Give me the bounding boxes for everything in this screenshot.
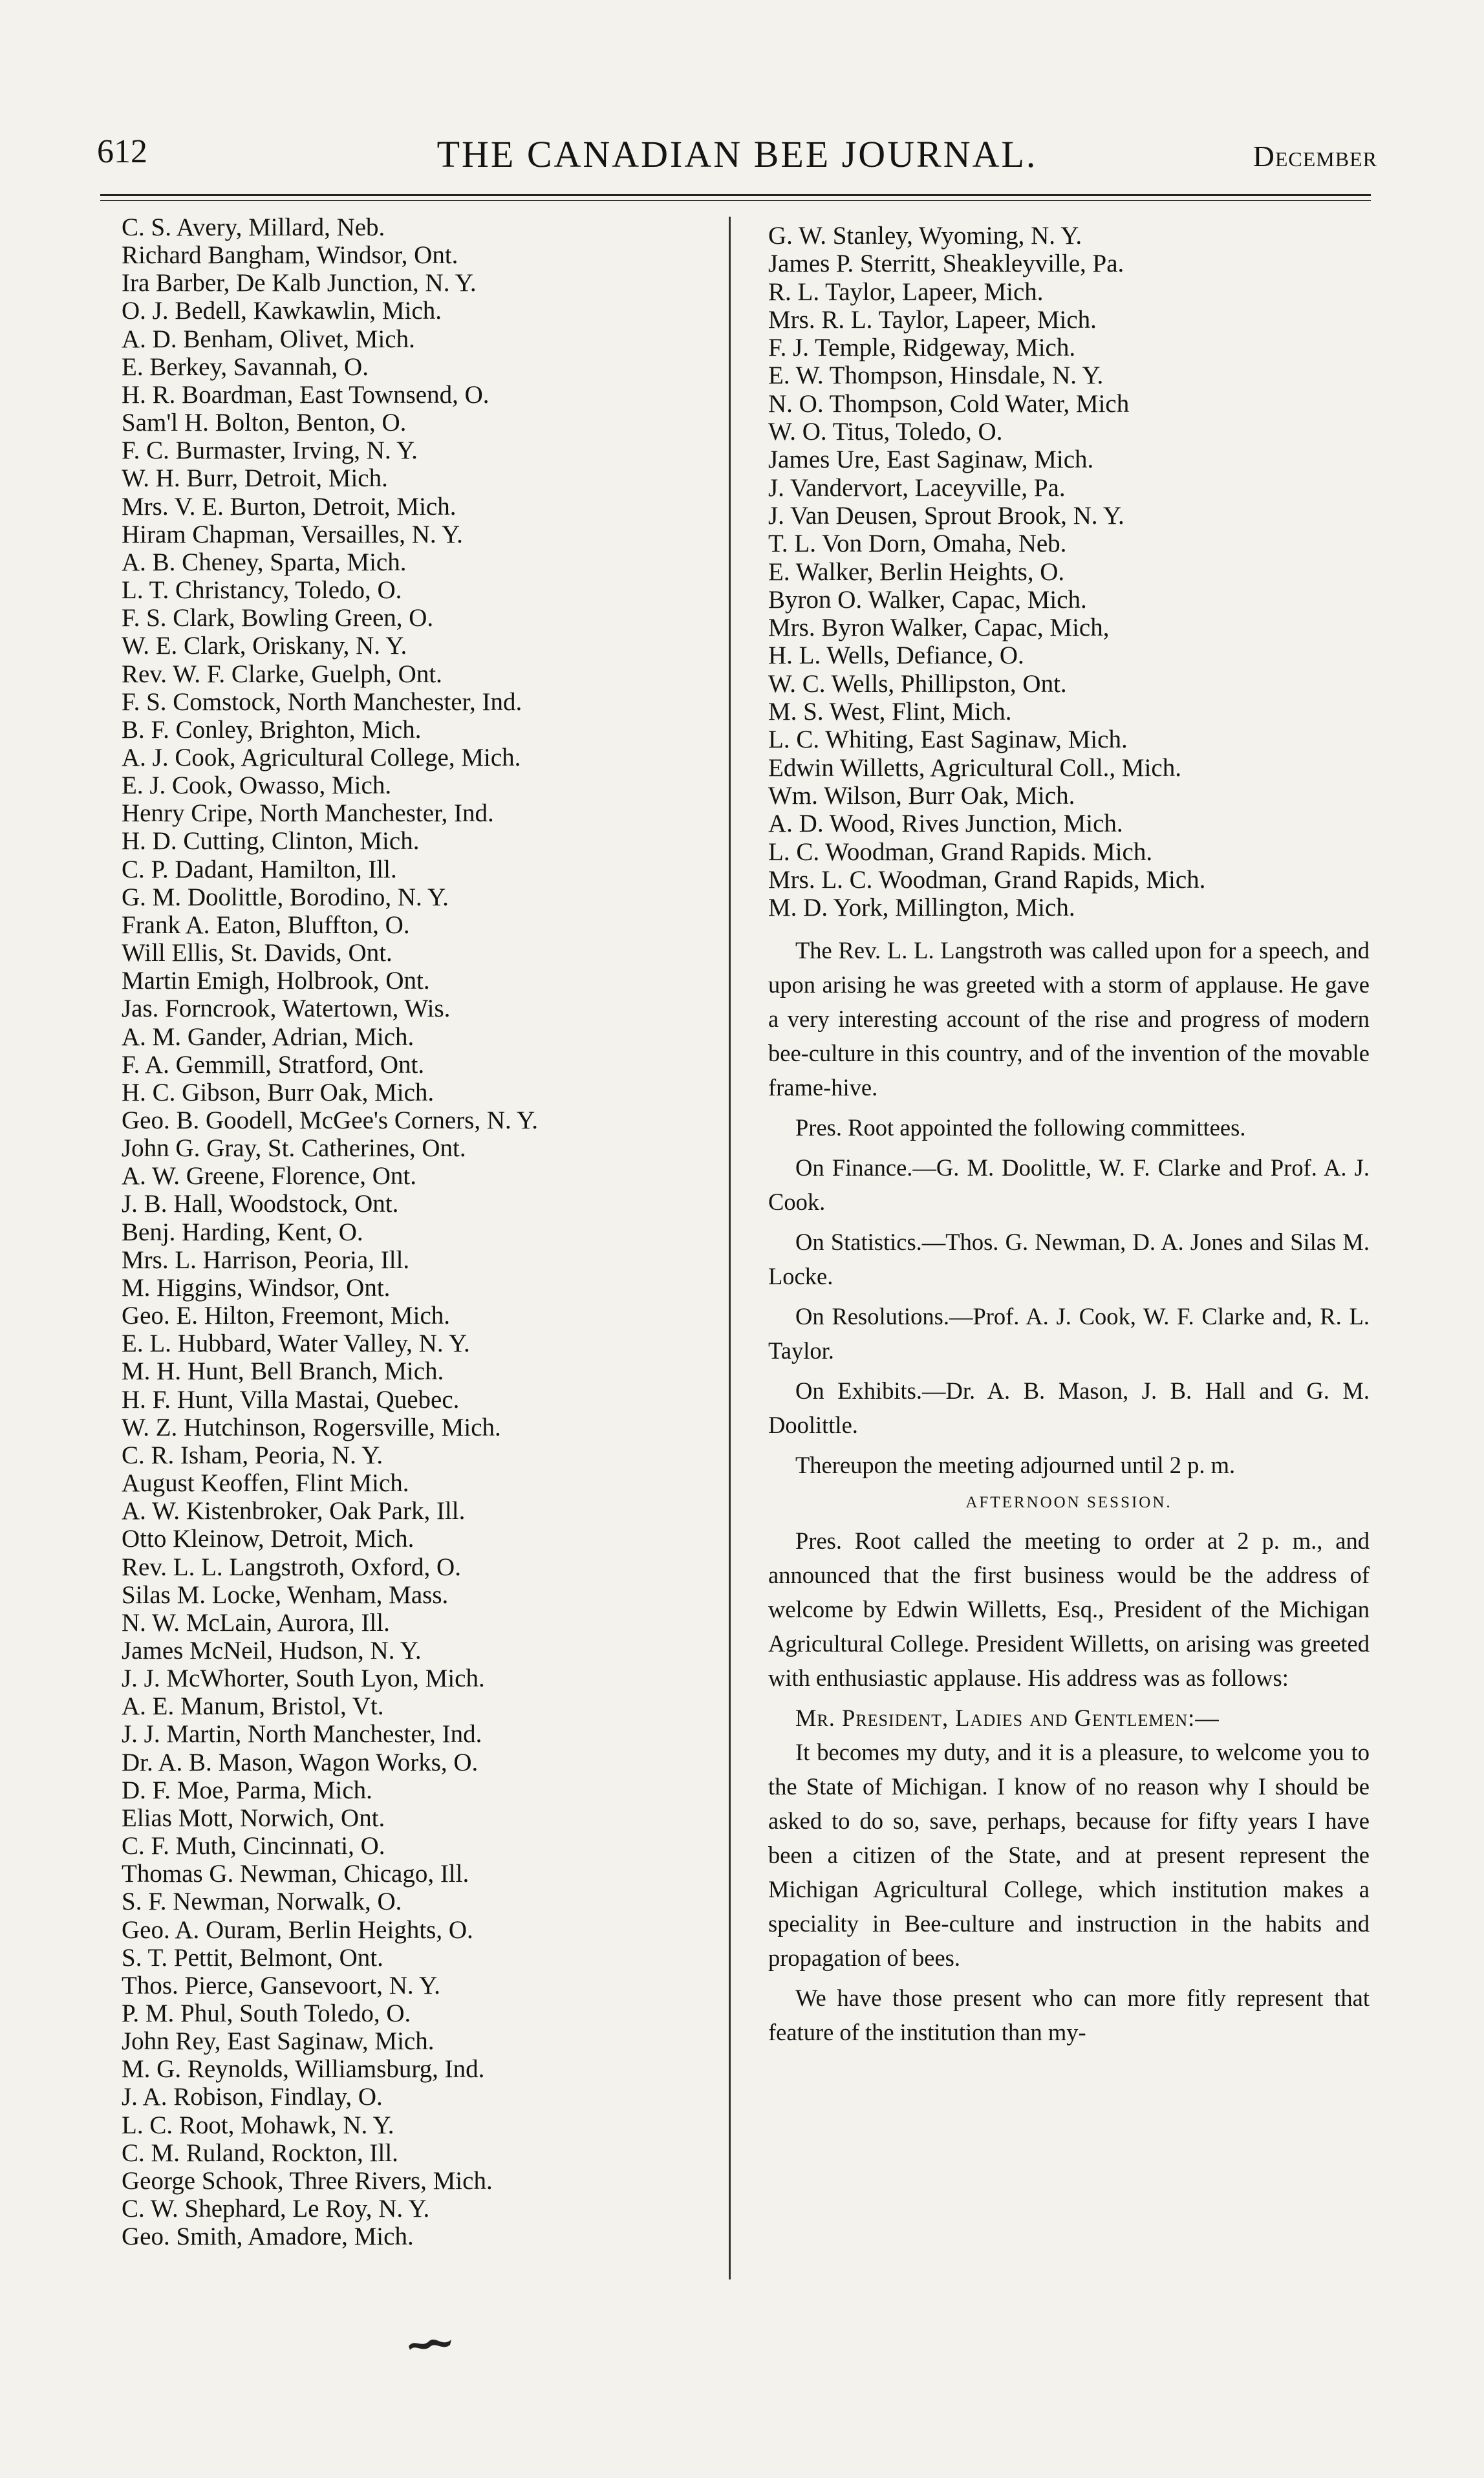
attendee-entry: Thomas G. Newman, Chicago, Ill. bbox=[122, 1860, 469, 1888]
attendee-entry: J. Van Deusen, Sprout Brook, N. Y. bbox=[768, 501, 1124, 530]
attendee-entry: John Rey, East Saginaw, Mich. bbox=[122, 2027, 435, 2056]
attendee-entry: Henry Cripe, North Manchester, Ind. bbox=[122, 799, 494, 828]
attendee-entry: Edwin Willetts, Agricultural Coll., Mich. bbox=[768, 753, 1181, 782]
attendee-entry: W. Z. Hutchinson, Rogersville, Mich. bbox=[122, 1413, 501, 1441]
attendee-entry: A. W. Kistenbroker, Oak Park, Ill. bbox=[122, 1497, 466, 1525]
header-rule bbox=[100, 194, 1371, 196]
right-column-attendee-list bbox=[768, 222, 1370, 921]
paragraph-resolutions: On Resolutions.—Prof. A. J. Cook, W. F. Clarke and, R. L. Taylor. bbox=[768, 1303, 1370, 1364]
paragraph-langstroth: The Rev. L. L. Langstroth was called upon for a speech, and upon arising he was greeted with a storm of applause. He gave a very interesting account of the rise and progress of modern bee-culture in this country, and of the invention of the movable frame-hive. bbox=[768, 937, 1370, 1101]
attendee-entry: M. H. Hunt, Bell Branch, Mich. bbox=[122, 1357, 444, 1386]
attendee-entry: L. C. Root, Mohawk, N. Y. bbox=[122, 2111, 394, 2139]
attendee-entry: A. D. Benham, Olivet, Mich. bbox=[122, 325, 415, 353]
attendee-entry: J. B. Hall, Woodstock, Ont. bbox=[122, 1190, 399, 1218]
attendee-entry: James Ure, East Saginaw, Mich. bbox=[768, 446, 1094, 474]
attendee-entry: R. L. Taylor, Lapeer, Mich. bbox=[768, 277, 1044, 306]
attendee-entry: F. J. Temple, Ridgeway, Mich. bbox=[768, 334, 1076, 362]
attendee-entry: Richard Bangham, Windsor, Ont. bbox=[122, 241, 458, 270]
attendee-entry: E. W. Thompson, Hinsdale, N. Y. bbox=[768, 361, 1104, 390]
attendee-entry: H. C. Gibson, Burr Oak, Mich. bbox=[122, 1078, 435, 1106]
attendee-entry: C. R. Isham, Peoria, N. Y. bbox=[122, 1441, 383, 1469]
attendee-entry: John G. Gray, St. Catherines, Ont. bbox=[122, 1134, 466, 1163]
attendee-entry: Mrs. L. C. Woodman, Grand Rapids, Mich. bbox=[768, 865, 1206, 894]
attendee-entry: S. F. Newman, Norwalk, O. bbox=[122, 1888, 402, 1916]
attendee-entry: N. O. Thompson, Cold Water, Mich bbox=[768, 389, 1130, 418]
attendee-entry: W. H. Burr, Detroit, Mich. bbox=[122, 464, 388, 493]
attendee-entry: Sam'l H. Bolton, Benton, O. bbox=[122, 409, 407, 437]
issue-month: December bbox=[1253, 140, 1377, 173]
attendee-entry: Ira Barber, De Kalb Junction, N. Y. bbox=[122, 269, 477, 297]
attendee-entry: Geo. B. Goodell, McGee's Corners, N. Y. bbox=[122, 1106, 538, 1134]
attendee-entry: G. M. Doolittle, Borodino, N. Y. bbox=[122, 883, 449, 911]
paragraph-finance: On Finance.—G. M. Doolittle, W. F. Clarke and Prof. A. J. Cook. bbox=[768, 1154, 1370, 1216]
attendee-entry: Elias Mott, Norwich, Ont. bbox=[122, 1804, 385, 1832]
attendee-entry: Silas M. Locke, Wenham, Mass. bbox=[122, 1580, 449, 1609]
paragraph-exhibits: On Exhibits.—Dr. A. B. Mason, J. B. Hall and G. M. Doolittle. bbox=[768, 1377, 1370, 1439]
attendee-entry: H. R. Boardman, East Townsend, O. bbox=[122, 380, 489, 409]
paragraph-continued: We have those present who can more fitly represent that feature of the institution than my- bbox=[768, 1985, 1370, 2046]
attendee-entry: J. J. McWhorter, South Lyon, Mich. bbox=[122, 1665, 485, 1693]
attendee-entry: M. S. West, Flint, Mich. bbox=[768, 698, 1012, 726]
attendee-entry: Rev. W. F. Clarke, Guelph, Ont. bbox=[122, 660, 442, 688]
attendee-entry: F. A. Gemmill, Stratford, Ont. bbox=[122, 1050, 425, 1079]
attendee-entry: Geo. Smith, Amadore, Mich. bbox=[122, 2223, 414, 2251]
left-column-attendee-list bbox=[122, 213, 704, 2250]
attendee-entry: A. E. Manum, Bristol, Vt. bbox=[122, 1692, 384, 1721]
attendee-entry: Geo. A. Ouram, Berlin Heights, O. bbox=[122, 1915, 473, 1944]
attendee-entry: M. Higgins, Windsor, Ont. bbox=[122, 1273, 391, 1302]
attendee-entry: P. M. Phul, South Toledo, O. bbox=[122, 1999, 411, 2027]
attendee-entry: A. M. Gander, Adrian, Mich. bbox=[122, 1022, 414, 1051]
journal-title: THE CANADIAN BEE JOURNAL. bbox=[436, 133, 1038, 175]
attendee-entry: James P. Sterritt, Sheakleyville, Pa. bbox=[768, 250, 1124, 278]
attendee-entry: George Schook, Three Rivers, Mich. bbox=[122, 2166, 493, 2195]
attendee-entry: W. E. Clark, Oriskany, N. Y. bbox=[122, 632, 407, 660]
attendee-entry: B. F. Conley, Brighton, Mich. bbox=[122, 715, 422, 744]
attendee-entry: F. C. Burmaster, Irving, N. Y. bbox=[122, 436, 418, 465]
attendee-entry: W. O. Titus, Toledo, O. bbox=[768, 418, 1003, 446]
attendee-entry: T. L. Von Dorn, Omaha, Neb. bbox=[768, 530, 1067, 558]
attendee-entry: F. S. Comstock, North Manchester, Ind. bbox=[122, 687, 522, 716]
attendee-entry: E. J. Cook, Owasso, Mich. bbox=[122, 771, 392, 800]
attendee-entry: Byron O. Walker, Capac, Mich. bbox=[768, 585, 1087, 614]
attendee-entry: Rev. L. L. Langstroth, Oxford, O. bbox=[122, 1553, 461, 1581]
attendee-entry: D. F. Moe, Parma, Mich. bbox=[122, 1776, 372, 1804]
attendee-entry: E. L. Hubbard, Water Valley, N. Y. bbox=[122, 1330, 470, 1358]
attendee-entry: W. C. Wells, Phillipston, Ont. bbox=[768, 669, 1067, 698]
attendee-entry: M. G. Reynolds, Williamsburg, Ind. bbox=[122, 2055, 485, 2084]
right-column bbox=[768, 222, 1370, 2049]
attendee-entry: Wm. Wilson, Burr Oak, Mich. bbox=[768, 781, 1075, 810]
printer-ornament-icon bbox=[407, 2334, 453, 2353]
attendee-entry: Hiram Chapman, Versailles, N. Y. bbox=[122, 520, 463, 548]
attendee-entry: Jas. Forncrook, Watertown, Wis. bbox=[122, 995, 451, 1023]
attendee-entry: Mrs. Byron Walker, Capac, Mich, bbox=[768, 614, 1110, 642]
attendee-entry: Geo. E. Hilton, Freemont, Mich. bbox=[122, 1302, 451, 1330]
page-header bbox=[97, 133, 1377, 184]
attendee-entry: August Keoffen, Flint Mich. bbox=[122, 1469, 409, 1498]
attendee-entry: C. M. Ruland, Rockton, Ill. bbox=[122, 2139, 398, 2167]
attendee-entry: S. T. Pettit, Belmont, Ont. bbox=[122, 1943, 383, 1972]
attendee-entry: C. W. Shephard, Le Roy, N. Y. bbox=[122, 2195, 430, 2223]
attendee-entry: J. A. Robison, Findlay, O. bbox=[122, 2083, 383, 2111]
attendee-entry: Mrs. V. E. Burton, Detroit, Mich. bbox=[122, 492, 457, 521]
attendee-entry: G. W. Stanley, Wyoming, N. Y. bbox=[768, 222, 1082, 250]
attendee-entry: L. T. Christancy, Toledo, O. bbox=[122, 576, 402, 605]
attendee-entry: Mrs. R. L. Taylor, Lapeer, Mich. bbox=[768, 305, 1097, 334]
attendee-entry: Otto Kleinow, Detroit, Mich. bbox=[122, 1525, 414, 1553]
attendee-entry: Martin Emigh, Holbrook, Ont. bbox=[122, 967, 430, 995]
attendee-entry: J. Vandervort, Laceyville, Pa. bbox=[768, 473, 1066, 502]
attendee-entry: Mrs. L. Harrison, Peoria, Ill. bbox=[122, 1245, 410, 1274]
salutation: Mr. President, Ladies and Gentlemen:— bbox=[795, 1705, 1220, 1732]
attendee-entry: E. Walker, Berlin Heights, O. bbox=[768, 557, 1065, 586]
paragraph-welcome: It becomes my duty, and it is a pleasure, to welcome you to the State of Michigan. I know of no reason why I should be asked to do so, save, perhaps, because for fifty years I have been a citizen of the State, and at present represent the Michigan Agricultural College, which institution makes a speciality in Bee-culture and instruction in the habits and propagation of bees. bbox=[768, 1739, 1370, 1972]
section-heading: AFTERNOON SESSION. bbox=[965, 1494, 1172, 1512]
page-number: 612 bbox=[97, 133, 147, 170]
attendee-entry: Thos. Pierce, Gansevoort, N. Y. bbox=[122, 1971, 440, 1999]
paragraph-committees: Pres. Root appointed the following committees. bbox=[795, 1114, 1246, 1141]
attendee-entry: C. S. Avery, Millard, Neb. bbox=[122, 213, 385, 241]
column-divider bbox=[729, 217, 731, 2279]
attendee-entry: N. W. McLain, Aurora, Ill. bbox=[122, 1608, 390, 1637]
attendee-entry: A. B. Cheney, Sparta, Mich. bbox=[122, 548, 407, 576]
attendee-entry: O. J. Bedell, Kawkawlin, Mich. bbox=[122, 297, 442, 325]
paragraph-statistics: On Statistics.—Thos. G. Newman, D. A. Jones and Silas M. Locke. bbox=[768, 1229, 1370, 1290]
attendee-entry: L. C. Whiting, East Saginaw, Mich. bbox=[768, 726, 1128, 754]
attendee-entry: H. L. Wells, Defiance, O. bbox=[768, 641, 1024, 670]
attendee-entry: L. C. Woodman, Grand Rapids. Mich. bbox=[768, 837, 1153, 866]
attendee-entry: E. Berkey, Savannah, O. bbox=[122, 352, 369, 381]
attendee-entry: Frank A. Eaton, Bluffton, O. bbox=[122, 910, 410, 939]
attendee-entry: James McNeil, Hudson, N. Y. bbox=[122, 1636, 422, 1665]
attendee-entry: Dr. A. B. Mason, Wagon Works, O. bbox=[122, 1748, 479, 1776]
attendee-entry: C. P. Dadant, Hamilton, Ill. bbox=[122, 855, 397, 883]
attendee-entry: Will Ellis, St. Davids, Ont. bbox=[122, 939, 393, 967]
paragraph-call-to-order: Pres. Root called the meeting to order at 2 p. m., and announced that the first business would be the address of welcome by Edwin Willetts, Esq., President of the Michigan Agricultural College. President Willetts, on arising was greeted with enthusiastic applause. His address was as follows: bbox=[768, 1527, 1370, 1692]
attendee-entry: M. D. York, Millington, Mich. bbox=[768, 894, 1075, 922]
paragraph-adjourn: Thereupon the meeting adjourned until 2 p. m. bbox=[795, 1452, 1236, 1479]
attendee-entry: A. J. Cook, Agricultural College, Mich. bbox=[122, 743, 521, 771]
attendee-entry: A. D. Wood, Rives Junction, Mich. bbox=[768, 810, 1123, 838]
attendee-entry: A. W. Greene, Florence, Ont. bbox=[122, 1162, 416, 1191]
attendee-entry: F. S. Clark, Bowling Green, O. bbox=[122, 604, 434, 632]
attendee-entry: Benj. Harding, Kent, O. bbox=[122, 1218, 363, 1246]
attendee-entry: C. F. Muth, Cincinnati, O. bbox=[122, 1832, 385, 1860]
attendee-entry: H. F. Hunt, Villa Mastai, Quebec. bbox=[122, 1385, 460, 1414]
attendee-entry: H. D. Cutting, Clinton, Mich. bbox=[122, 827, 420, 856]
header-rule-thin bbox=[100, 200, 1371, 201]
attendee-entry: J. J. Martin, North Manchester, Ind. bbox=[122, 1720, 482, 1749]
